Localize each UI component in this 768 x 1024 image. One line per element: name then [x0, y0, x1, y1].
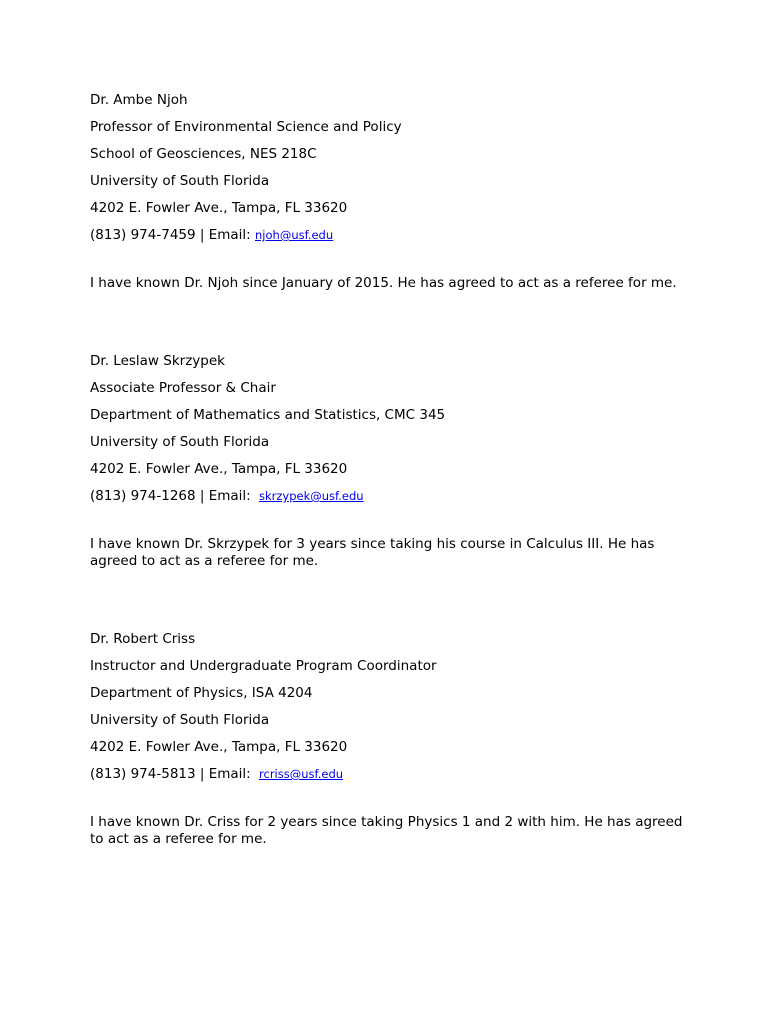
referee-university: University of South Florida [90, 434, 270, 450]
referee-phone: (813) 974-1268 | Email: [90, 488, 256, 504]
referee-email-link[interactable]: skrzypek@usf.edu [259, 489, 364, 503]
spacer [90, 792, 690, 814]
referee-skrzypek [90, 352, 690, 570]
referee-title: Instructor and Undergraduate Program Coordinator [90, 658, 437, 674]
referee-address: 4202 E. Fowler Ave., Tampa, FL 33620 [90, 200, 348, 216]
referee-name: Dr. Leslaw Skrzypek [90, 353, 225, 369]
referee-title: Professor of Environmental Science and Policy [90, 119, 402, 135]
referee-criss [90, 630, 690, 848]
referee-address: 4202 E. Fowler Ave., Tampa, FL 33620 [90, 739, 348, 755]
referee-university: University of South Florida [90, 712, 270, 728]
spacer [90, 570, 690, 630]
referee-address: 4202 E. Fowler Ave., Tampa, FL 33620 [90, 461, 348, 477]
spacer [90, 292, 690, 352]
referee-note: I have known Dr. Skrzypek for 3 years since taking his course in Calculus III. He has agreed to act as a referee for me. [90, 536, 655, 569]
referee-note: I have known Dr. Njoh since January of 2015. He has agreed to act as a referee for me. [90, 275, 677, 291]
referee-njoh [90, 91, 690, 292]
referee-email-link[interactable]: njoh@usf.edu [255, 228, 334, 242]
referee-phone: (813) 974-5813 | Email: [90, 766, 256, 782]
referee-title: Associate Professor & Chair [90, 380, 276, 396]
referee-department: Department of Physics, ISA 4204 [90, 685, 313, 701]
referee-department: Department of Mathematics and Statistics, CMC 345 [90, 407, 446, 423]
spacer [90, 514, 690, 536]
referee-university: University of South Florida [90, 173, 270, 189]
referee-name: Dr. Ambe Njoh [90, 92, 188, 108]
referee-phone: (813) 974-7459 | Email: [90, 227, 256, 243]
referee-contact [90, 765, 690, 792]
referee-name: Dr. Robert Criss [90, 631, 196, 647]
referee-contact [90, 226, 690, 253]
referee-contact [90, 487, 690, 514]
spacer [90, 253, 690, 275]
referee-department: School of Geosciences, NES 218C [90, 146, 317, 162]
referee-email-link[interactable]: rcriss@usf.edu [259, 767, 344, 781]
references-document [90, 91, 690, 848]
referee-note: I have known Dr. Criss for 2 years since taking Physics 1 and 2 with him. He has agreed to act as a referee for me. [90, 814, 683, 847]
